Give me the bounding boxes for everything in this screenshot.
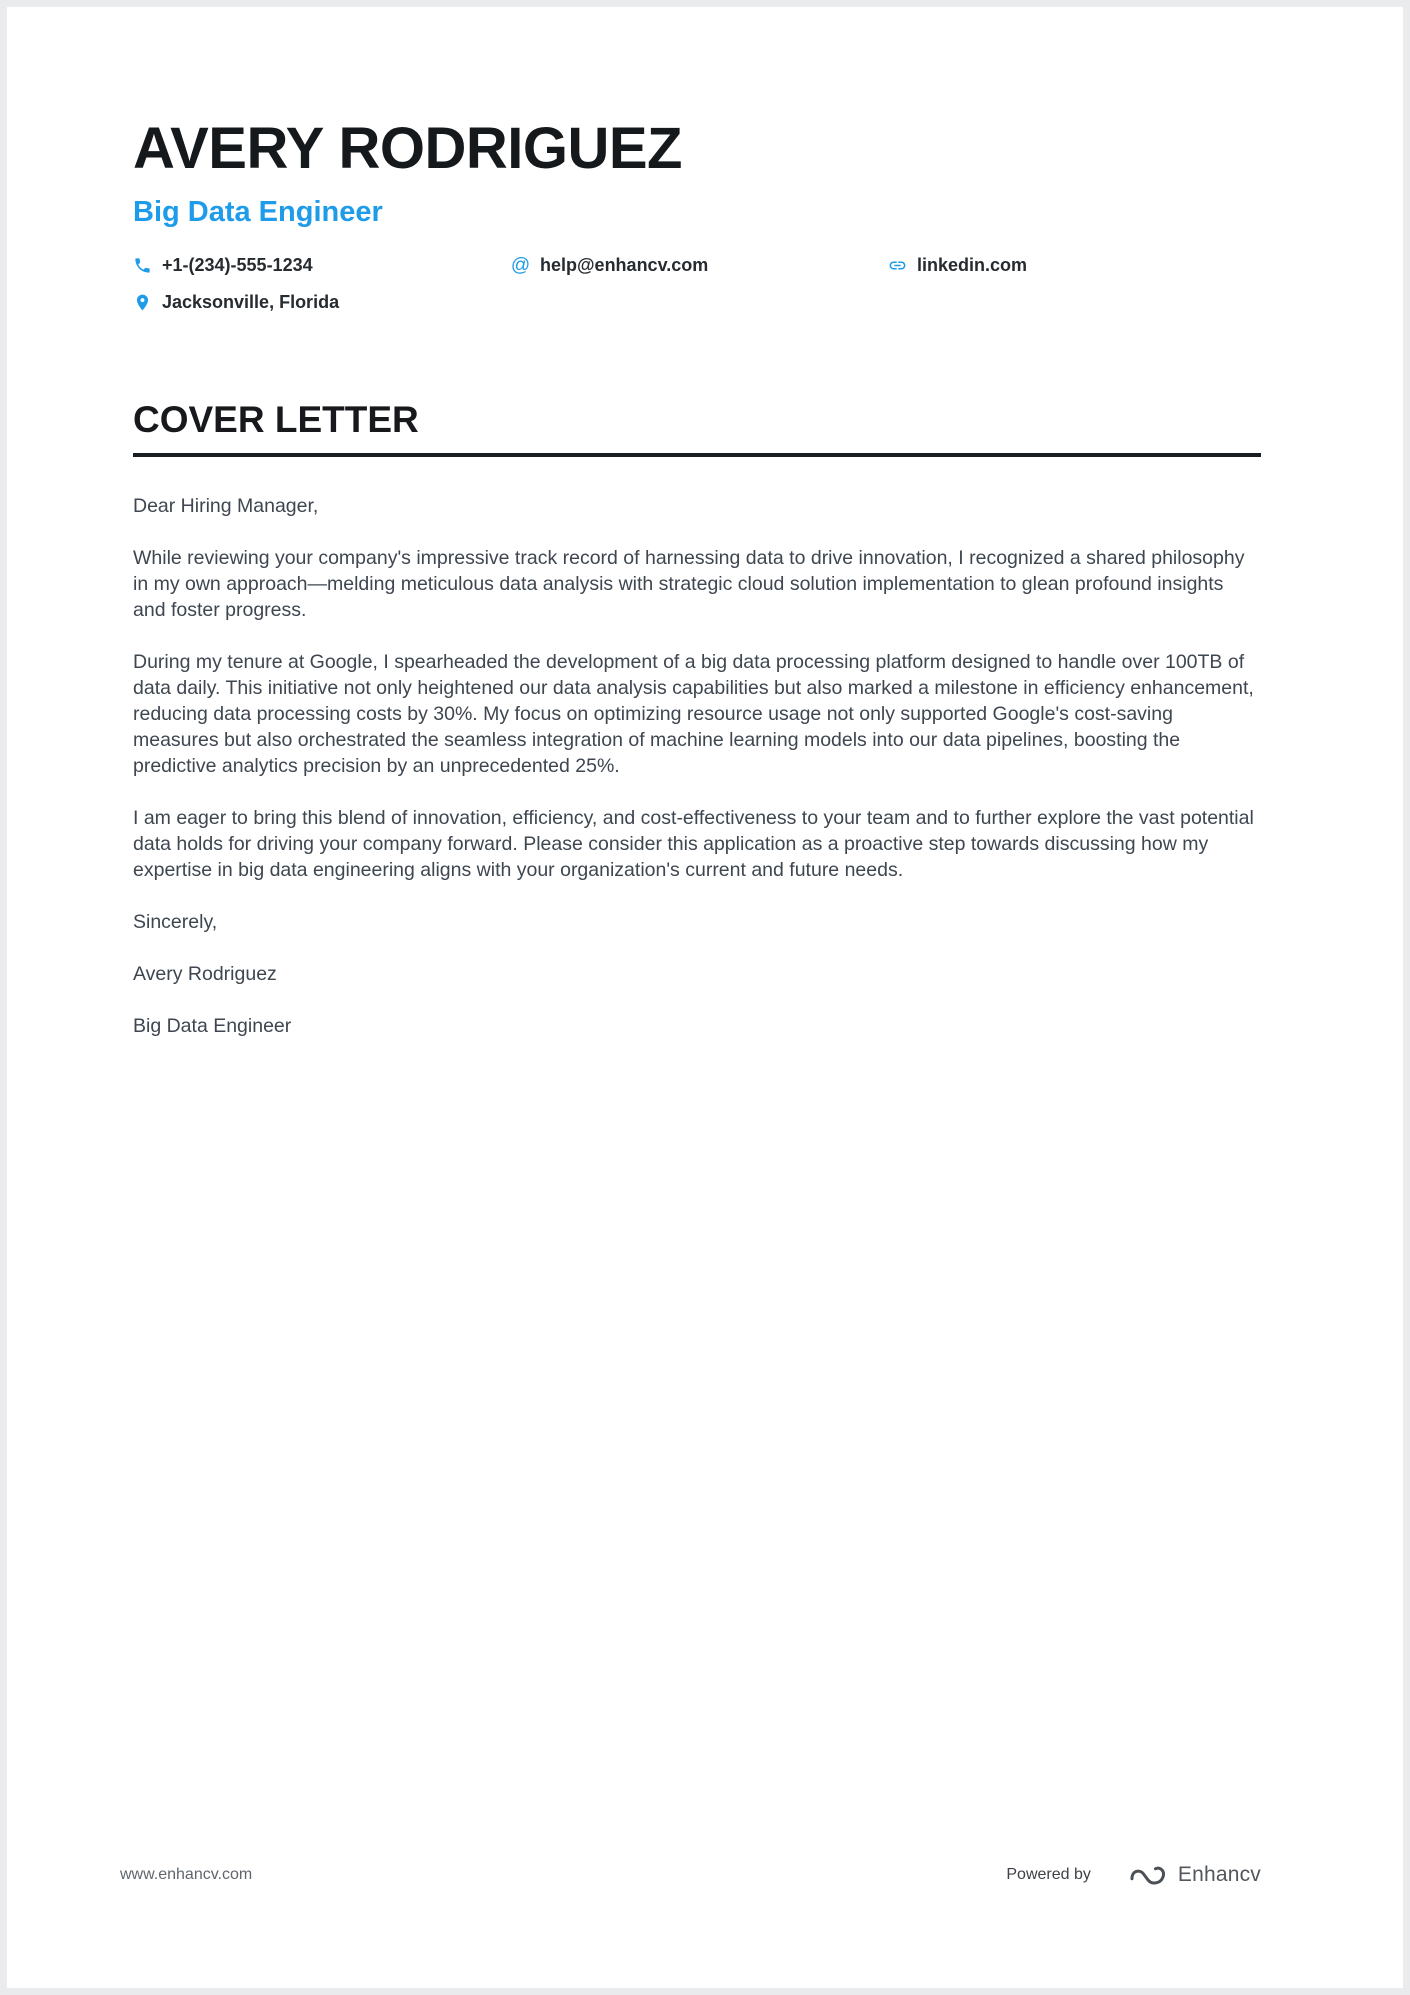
contact-item-linkedin[interactable]: [888, 255, 1261, 276]
letter-closing: Sincerely,: [133, 911, 218, 933]
link-icon: [888, 256, 907, 275]
contact-email-text: help@enhancv.com: [540, 255, 709, 275]
phone-icon: [133, 256, 152, 275]
enhancv-logo[interactable]: [1127, 1862, 1261, 1888]
document-page: [7, 7, 1403, 1988]
candidate-job-title: Big Data Engineer: [133, 196, 383, 228]
contact-info: [133, 255, 1261, 313]
candidate-name: AVERY RODRIGUEZ: [133, 116, 682, 181]
contact-phone-text: +1-(234)-555-1234: [162, 255, 313, 275]
footer-website-link[interactable]: www.enhancv.com: [120, 1866, 253, 1883]
contact-location-text: Jacksonville, Florida: [162, 292, 340, 312]
contact-linkedin-text: linkedin.com: [917, 255, 1028, 275]
signature-name: Avery Rodriguez: [133, 963, 277, 985]
powered-by-label: Powered by: [1006, 1866, 1091, 1883]
document-header: [133, 115, 1261, 313]
contact-item-email[interactable]: [511, 255, 888, 276]
document-content: [7, 7, 1403, 1039]
contact-item-location: [133, 292, 511, 313]
enhancv-logo-mark-icon: [1127, 1862, 1169, 1888]
page-footer: [120, 1862, 1261, 1888]
footer-branding: [1006, 1862, 1261, 1888]
at-icon: @: [510, 255, 531, 276]
letter-paragraph-1: While reviewing your company's impressive track record of harnessing data to drive innovation, I recognized a shared philosophy in my own approach—melding meticulous data analysis with strategic cloud solution implementation to glean profound insights and foster progress.: [133, 547, 1245, 621]
letter-body: [133, 493, 1261, 1039]
letter-paragraph-2: During my tenure at Google, I spearheaded the development of a big data processing platform designed to handle over 100TB of data daily. This initiative not only heightened our data analysis capabilities but also marked a milestone in efficiency enhancement, reducing data processing costs by 30%. My focus on optimizing resource usage not only supported Google's cost-saving measures but also orchestrated the seamless integration of machine learning models into our data pipelines, boosting the predictive analytics precision by an unprecedented 25%.: [133, 651, 1254, 777]
letter-salutation: Dear Hiring Manager,: [133, 495, 319, 517]
letter-paragraph-3: I am eager to bring this blend of innovation, efficiency, and cost-effectiveness to your team and to further explore the vast potential data holds for driving your company forward. Please consider this application as a proactive step towards discussing how my expertise in big data engineering aligns with your organization's current and future needs.: [133, 807, 1254, 881]
contact-item-phone: [133, 255, 511, 276]
enhancv-brand-name: Enhancv: [1177, 1863, 1261, 1886]
cover-letter-section-title: COVER LETTER: [133, 399, 1261, 457]
location-pin-icon: [133, 293, 152, 312]
signature-title: Big Data Engineer: [133, 1015, 292, 1037]
